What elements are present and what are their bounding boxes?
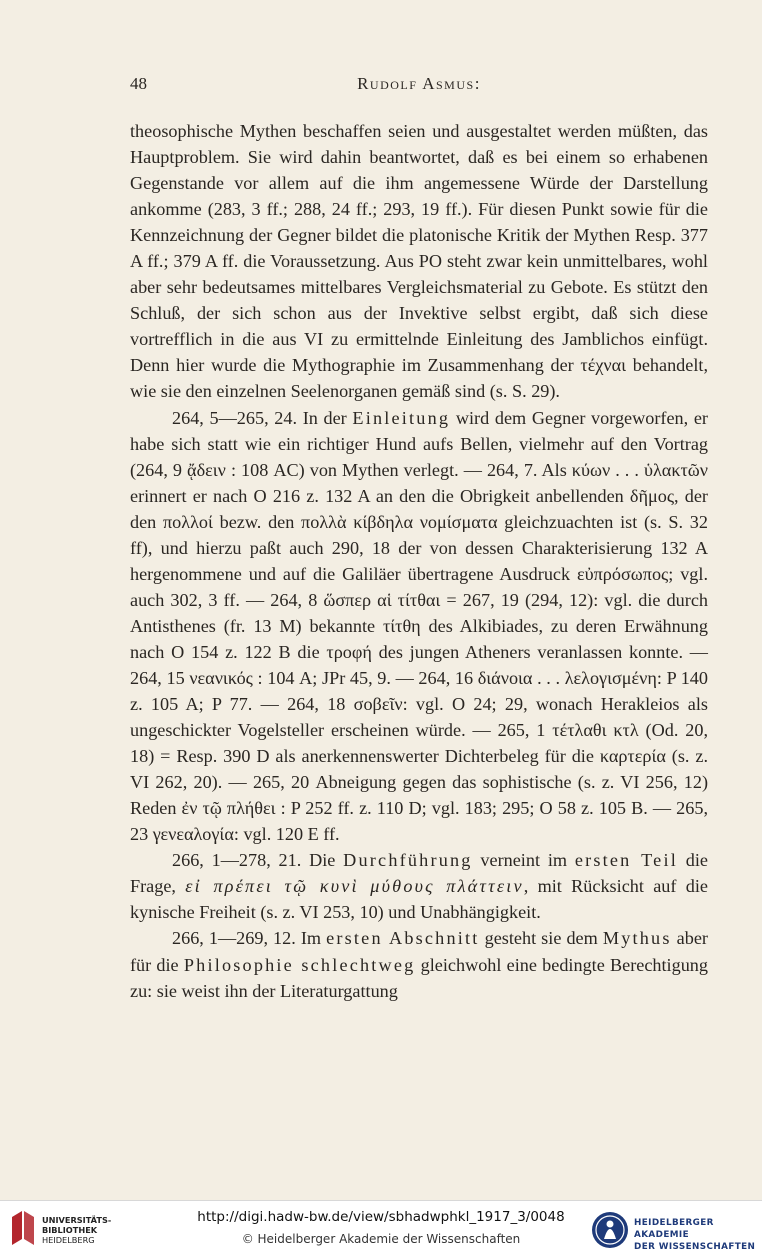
paragraph-4: 266, 1—269, 12. Im ersten Abschnitt gesteht sie dem Mythus aber für die Philosophie schlechtweg gleichwohl eine bedingte Berechtigung zu: sie weist ihn der Literaturgattung bbox=[130, 928, 708, 1001]
spaced-term: Mythus bbox=[602, 928, 672, 949]
page-number: 48 bbox=[130, 74, 147, 93]
copyright-notice: © Heidelberger Akademie der Wissenschaften bbox=[241, 1232, 521, 1246]
paragraph-3: 266, 1—278, 21. Die Durchführung verneint im ersten Teil die Frage, εἰ πρέπει τῷ κυνὶ μύθους πλάττειν, mit Rücksicht auf die kynische Freiheit (s. z. VI 253, 10) und Unabhängigkeit. bbox=[130, 850, 709, 923]
academy-name: HEIDELBERGER AKADEMIE DER WISSENSCHAFTEN bbox=[634, 1218, 756, 1252]
academy-seal-icon bbox=[590, 1209, 630, 1251]
spaced-term: Philosophie schlechtweg bbox=[183, 954, 416, 975]
paragraph-2: 264, 5—265, 24. In der Einleitung wird dem Gegner vorgeworfen, er habe sich statt wie ein richtiger Hund aufs Bellen, vielmehr auf den Vortrag (264, 9 ᾄδειν : 108 AC) von Mythen verlegt. — 264, 7. Als κύων . . . ὑλακτῶν erinnert er nach O 216 z. 132 A an den die Obrigkeit anbellenden δῆμος, der den πολλοί bezw. den πολλὰ κίβδηλα νομίσματα gleichzuachten ist (s. S. 32 ff), und hierzu paßt auch 290, 18 der von dessen Charakterisierung 132 A hergenommene und auf die Galiläer übertragene Ausdruck εὐπρόσωπος; vgl. auch 302, 3 ff. — 264, 8 ὥσπερ αἱ τίτθαι = 267, 19 (294, 12): vgl. die durch Antisthenes (fr. 13 M) bekannte τίτθη des Alkibiades, zu deren Erwähnung nach O 154 z. 122 B die τροφή des jungen Atheners veranlassen konnte. — 264, 15 νεανικός : 104 A; JPr 45, 9. — 264, 16 διάνοια . . . λελογισμένη: P 140 z. 105 A; P 77. — 264, 18 σοβεῖν: vgl. O 24; 29, wonach Herakleios als ungeschickter Vogelsteller erscheinen würde. — 265, 1 τέτλαθι κτλ (Od. 20, 18) = Resp. 390 D als anerkennenswerter Dichterbeleg für die καρτερία (s. z. VI 262, 20). — 265, 20 Abneigung gegen das sophistische (s. z. VI 256, 12) Reden ἐν τῷ πλήθει : P 252 ff. z. 110 D; vgl. 183; 295; O 58 z. 105 B. — 265, 23 γενεαλογία: vgl. 120 E ff. bbox=[130, 407, 708, 845]
page-header bbox=[130, 74, 708, 98]
page-body bbox=[130, 118, 708, 1004]
spaced-term: ersten Abschnitt bbox=[326, 928, 480, 949]
academy-logo[interactable] bbox=[590, 1209, 760, 1253]
spaced-term: Einleitung bbox=[352, 407, 451, 428]
spaced-term: Durchführung bbox=[343, 850, 473, 871]
greek-quote: εἰ πρέπει τῷ κυνὶ μύθους πλάττειν bbox=[185, 876, 524, 897]
library-name: UNIVERSITÄTS- BIBLIOTHEK HEIDELBERG bbox=[42, 1215, 112, 1245]
spaced-term: ersten Teil bbox=[574, 850, 678, 871]
viewer-footer bbox=[0, 1200, 762, 1258]
paragraph-1: theosophische Mythen beschaffen seien und ausgestaltet werden müßten, das Hauptproblem. Sie wird dahin beantwortet, daß es bei einem so erhabenen Gegenstande vor allem auf die ihm angemessene Würde der Darstellung ankomme (283, 3 ff.; 288, 24 ff.; 293, 19 ff.). Für diesen Punkt sowie für die Kennzeichnung der Gegner bildet die platonische Kritik der Mythen Resp. 377 A ff.; 379 A ff. die Voraussetzung. Aus PO steht zwar kein unmittelbares, wohl aber sehr bedeutsames mittelbares Vergleichsmaterial zu Gebote. Es stützt den Schluß, der sich schon aus der Invektive selbst ergibt, daß sich diese vortrefflich in die aus VI zu ermittelnde Einleitung des Jamblichos einfügt. Denn hier wurde die Mythographie im Zusammenhang der τέχναι behandelt, wie sie den einzelnen Seelenorganen gemäß sind (s. S. 29). bbox=[130, 121, 708, 402]
running-title: Rudolf Asmus: bbox=[357, 74, 481, 93]
permalink-url[interactable]: http://digi.hadw-bw.de/view/sbhadwphkl_1917_3/0048 bbox=[197, 1209, 565, 1225]
